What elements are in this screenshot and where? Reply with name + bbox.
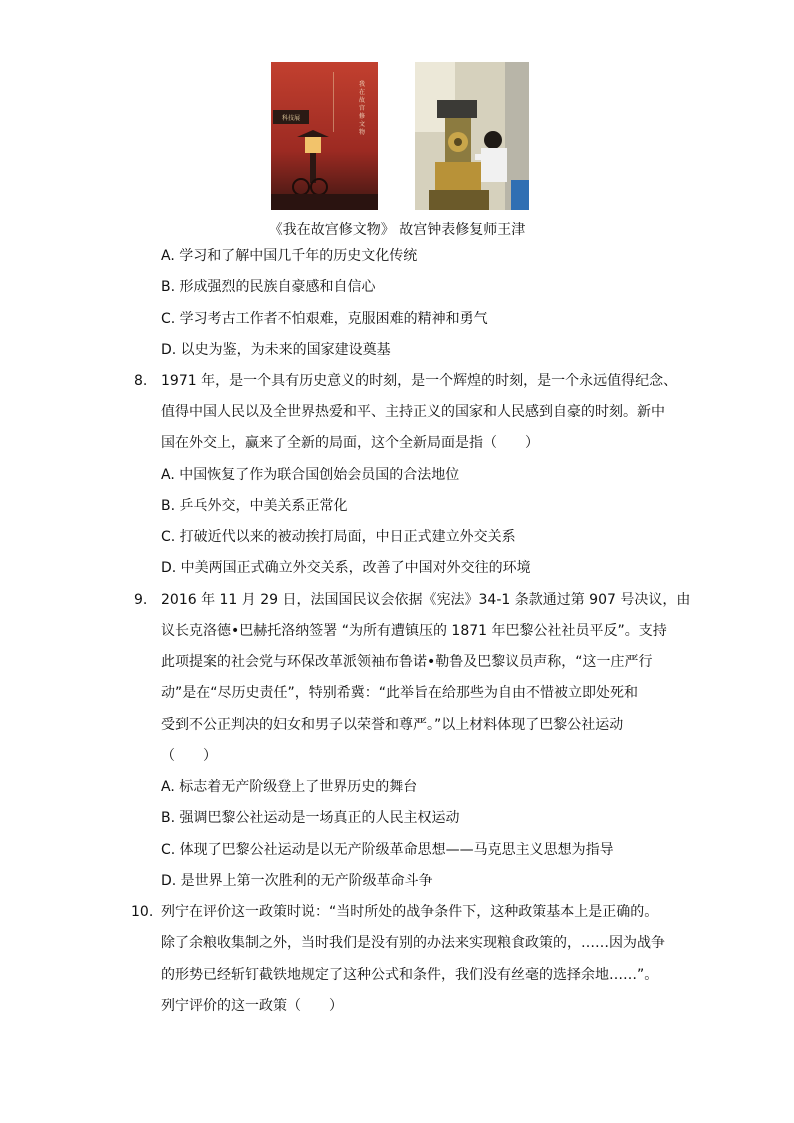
book-cover-illustration [271, 62, 378, 210]
svg-text:文: 文 [359, 121, 366, 128]
figure-caption: 《我在故宫修文物》 故宫钟表修复师王津 [268, 222, 526, 238]
svg-text:在: 在 [359, 89, 366, 96]
svg-text:我: 我 [359, 81, 366, 88]
q9-stem-line: 受到不公正判决的妇女和男子以荣誉和尊严。”以上材料体现了巴黎公社运动 [161, 717, 624, 733]
q9-option-b: B. 强调巴黎公社运动是一场真正的人民主权运动 [161, 810, 460, 826]
q8-stem-line: 国在外交上，赢来了全新的局面，这个全新局面是指（ ） [161, 435, 539, 451]
q8-number: 8. [134, 373, 148, 389]
q9-stem-line: 2016 年 11 月 29 日，法国国民议会依据《宪法》34-1 条款通过第 907 号决议，由 [161, 592, 691, 608]
q9-answer-blank: （ ） [161, 748, 217, 764]
q9-option-d: D. 是世界上第一次胜利的无产阶级革命斗争 [161, 873, 433, 889]
svg-text:修: 修 [359, 113, 366, 120]
q8-option-c: C. 打破近代以来的被动挨打局面，中日正式建立外交关系 [161, 529, 516, 545]
q7-option-a: A. 学习和了解中国几千年的历史文化传统 [161, 248, 418, 264]
q10-stem-line: 的形势已经斩钉截铁地规定了这种公式和条件，我们没有丝毫的选择余地……”。 [161, 967, 659, 983]
q9-stem-line: 议长克洛德•巴赫托洛纳签署 “为所有遭镇压的 1871 年巴黎公社社员平反”。支持 [161, 623, 667, 639]
svg-text:物: 物 [359, 129, 366, 136]
q10-number: 10. [131, 904, 154, 920]
clock-restorer-photo [415, 62, 529, 210]
q7-option-d: D. 以史为鉴，为未来的国家建设奠基 [161, 342, 391, 358]
q10-stem-line: 列宁评价的这一政策（ ） [161, 998, 343, 1014]
q9-number: 9. [134, 592, 148, 608]
book-band-text: 科技展 [281, 115, 301, 122]
book-cover-image [271, 62, 378, 210]
q10-stem-line: 列宁在评价这一政策时说：“当时所处的战争条件下，这种政策基本上是正确的。 [161, 904, 659, 920]
book-title-vertical [359, 80, 365, 136]
q8-stem-line: 1971 年，是一个具有历史意义的时刻，是一个辉煌的时刻，是一个永远值得纪念、 [161, 373, 678, 389]
q8-option-d: D. 中美两国正式确立外交关系，改善了中国对外交往的环境 [161, 560, 531, 576]
svg-text:故: 故 [359, 97, 366, 104]
q8-stem-line: 值得中国人民以及全世界热爱和平、主持正义的国家和人民感到自豪的时刻。新中 [161, 404, 665, 420]
q9-stem-line: 动”是在“尽历史责任”，特别希冀：“此举旨在给那些为自由不惜被立即处死和 [161, 685, 639, 701]
q10-stem-line: 除了余粮收集制之外，当时我们是没有别的办法来实现粮食政策的，……因为战争 [161, 935, 665, 951]
q8-option-a: A. 中国恢复了作为联合国创始会员国的合法地位 [161, 467, 460, 483]
q7-option-c: C. 学习考古工作者不怕艰难，克服困难的精神和勇气 [161, 311, 488, 327]
clock-restorer-illustration [415, 62, 529, 210]
q9-option-a: A. 标志着无产阶级登上了世界历史的舞台 [161, 779, 418, 795]
q7-option-b: B. 形成强烈的民族自豪感和自信心 [161, 279, 376, 295]
q8-option-b: B. 乒乓外交，中美关系正常化 [161, 498, 348, 514]
svg-text:宫: 宫 [359, 105, 366, 112]
q9-stem-line: 此项提案的社会党与环保改革派领袖布鲁诺•勒鲁及巴黎议员声称，“这一庄严行 [161, 654, 653, 670]
q9-option-c: C. 体现了巴黎公社运动是以无产阶级革命思想——马克思主义思想为指导 [161, 842, 614, 858]
